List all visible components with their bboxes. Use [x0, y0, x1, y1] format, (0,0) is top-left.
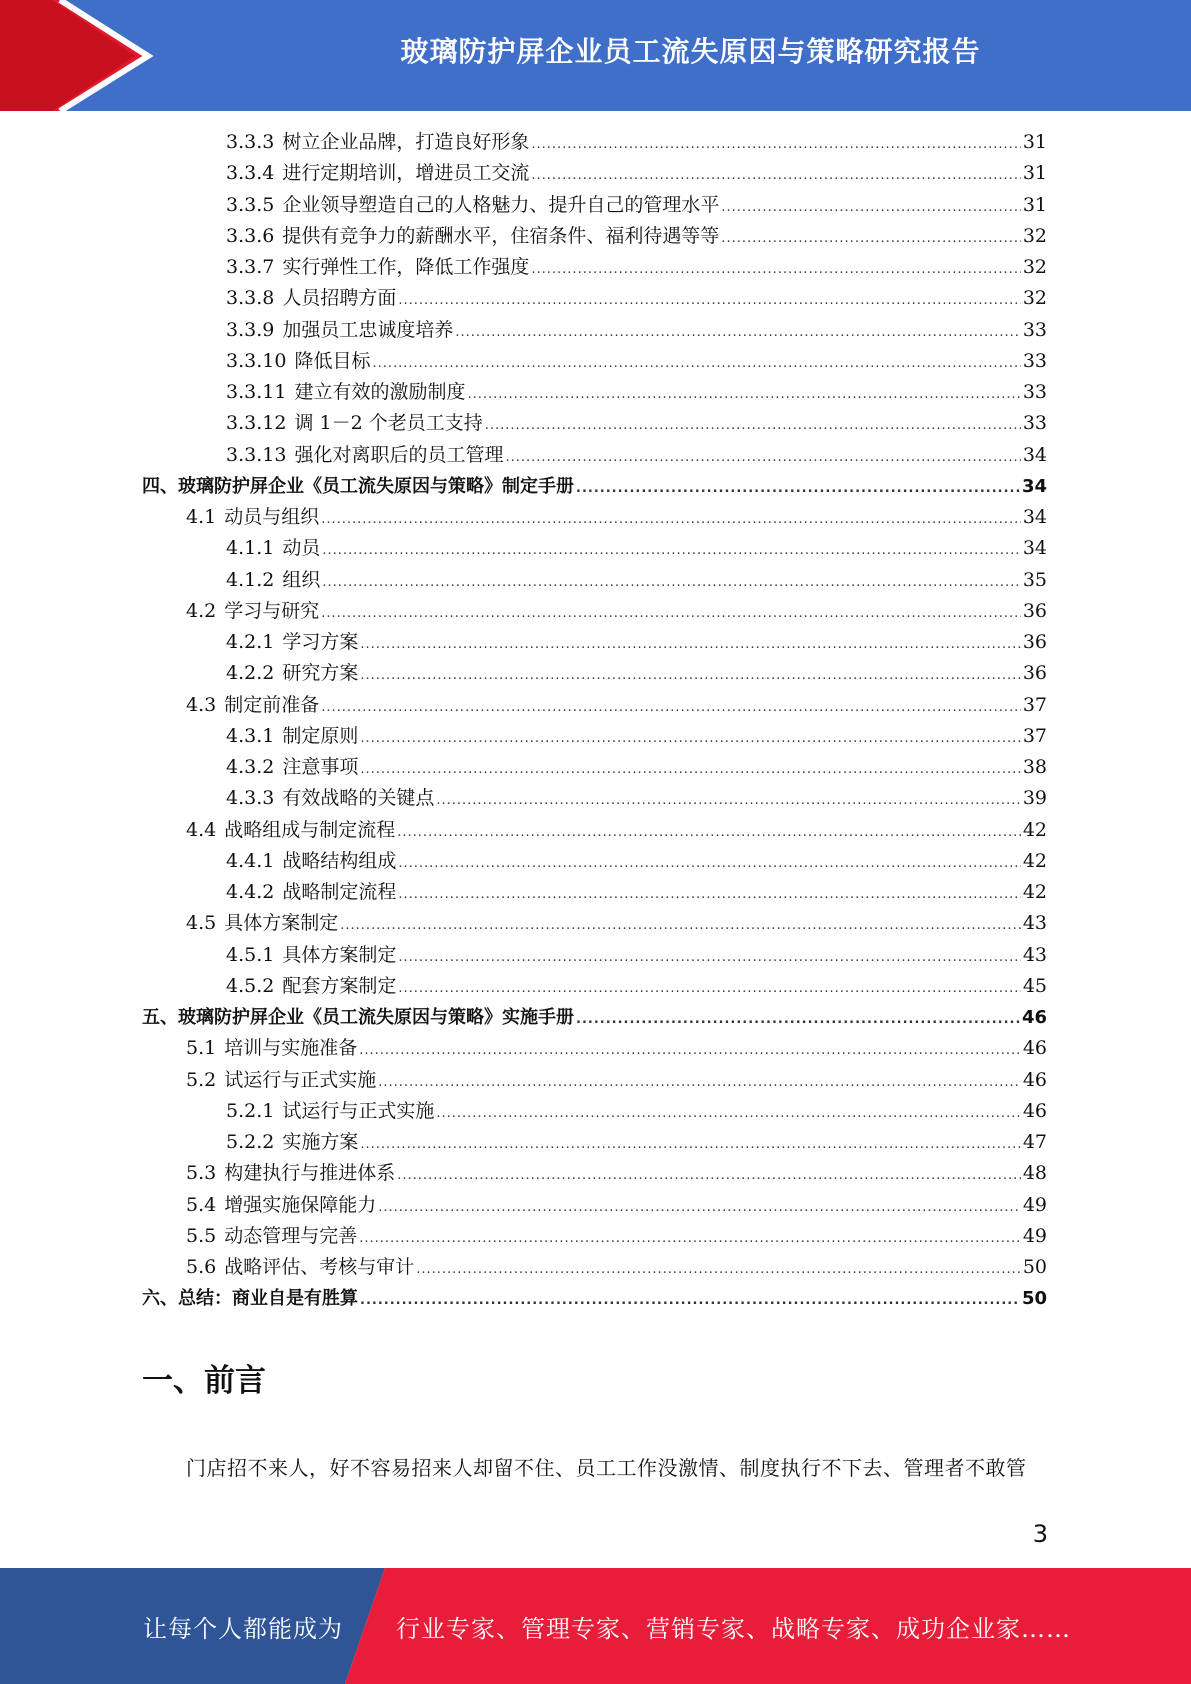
toc-entry-title: 战略结构组成 [282, 849, 397, 872]
toc-entry-number: 4.1.2 [226, 568, 275, 591]
toc-dot-leader [398, 285, 1020, 316]
toc-entry[interactable] [186, 690, 1047, 721]
toc-entry-page: 50 [1021, 1288, 1047, 1310]
toc-dot-leader [576, 473, 1020, 504]
toc-entry-title: 动员 [282, 537, 321, 560]
toc-entry-number: 5.2 [186, 1068, 217, 1091]
toc-dot-leader [531, 160, 1020, 191]
toc-dot-leader [455, 317, 1020, 348]
toc-entry[interactable] [186, 1221, 1047, 1252]
toc-entry-page: 32 [1022, 287, 1047, 310]
toc-entry[interactable] [142, 471, 1047, 502]
toc-entry-title: 建立有效的激励制度 [294, 381, 466, 403]
toc-entry-page: 39 [1022, 787, 1047, 810]
toc-entry-title: 研究方案 [282, 662, 359, 685]
toc-entry-page: 42 [1022, 849, 1047, 872]
toc-entry-page: 48 [1022, 1162, 1047, 1185]
toc-entry-title: 战略组成与制定流程 [224, 818, 396, 841]
toc-entry-title: 培训与实施准备 [224, 1037, 358, 1060]
toc-entry-number: 5.2.2 [226, 1131, 275, 1153]
toc-entry[interactable] [186, 596, 1047, 627]
toc-entry-title: 进行定期培训，增进员工交流 [282, 162, 530, 185]
toc-entry[interactable] [226, 940, 1047, 971]
toc-entry-page: 31 [1022, 193, 1047, 216]
toc-entry-page: 36 [1022, 631, 1047, 653]
toc-dot-leader [467, 379, 1020, 410]
toc-entry[interactable] [226, 283, 1047, 314]
toc-dot-leader [378, 1067, 1021, 1098]
toc-entry-number: 4.4 [186, 818, 217, 841]
toc-entry-number: 5.2.1 [226, 1099, 275, 1122]
toc-entry-page: 34 [1022, 506, 1047, 528]
toc-entry-page: 35 [1022, 568, 1047, 591]
toc-entry-number: 3.3.13 [226, 443, 287, 466]
toc-entry-page: 34 [1021, 475, 1047, 497]
toc-entry-page: 43 [1022, 912, 1047, 935]
toc-entry-title: 配套方案制定 [282, 974, 397, 997]
toc-dot-leader [321, 692, 1021, 723]
toc-entry-page: 46 [1021, 1007, 1047, 1028]
toc-entry-number: 3.3.11 [226, 381, 287, 403]
page-number: 3 [1032, 1520, 1048, 1548]
toc-dot-leader [576, 1004, 1020, 1035]
toc-entry-title: 实行弹性工作，降低工作强度 [282, 256, 530, 278]
toc-entry-number: 5.5 [186, 1224, 217, 1247]
toc-entry[interactable] [186, 1065, 1047, 1096]
toc-dot-leader [721, 192, 1020, 223]
toc-entry[interactable] [186, 1033, 1047, 1064]
toc-entry[interactable] [226, 971, 1047, 1002]
toc-entry[interactable] [226, 565, 1047, 596]
toc-entry-number: 3.3.10 [226, 349, 287, 372]
toc-dot-leader [360, 629, 1020, 660]
toc-entry-number: 3.3.8 [226, 287, 275, 310]
toc-dot-leader [360, 660, 1020, 691]
toc-entry-page: 36 [1022, 662, 1047, 685]
toc-entry-title: 制定原则 [282, 724, 359, 747]
toc-dot-leader [398, 942, 1020, 973]
toc-entry[interactable] [186, 1158, 1047, 1189]
toc-entry[interactable] [186, 908, 1047, 939]
toc-entry[interactable] [142, 1283, 1047, 1314]
toc-entry-number: 4.3.1 [226, 724, 275, 747]
toc-entry-number: 5.3 [186, 1162, 217, 1185]
toc-entry-number: 3.3.7 [226, 256, 275, 278]
toc-entry-title: 动员与组织 [224, 506, 320, 528]
toc-dot-leader [485, 410, 1021, 441]
toc-entry-number: 3.3.9 [226, 318, 275, 341]
toc-entry-title: 制定前准备 [224, 693, 320, 716]
toc-dot-leader [360, 754, 1020, 785]
toc-entry[interactable] [226, 1096, 1047, 1127]
toc-entry-number: 4.3.2 [226, 756, 275, 778]
toc-entry-number: 4.2.2 [226, 662, 275, 685]
toc-dot-leader [436, 1098, 1020, 1129]
toc-entry-number: 3.3.12 [226, 412, 287, 435]
toc-entry[interactable] [226, 846, 1047, 877]
toc-entry-title: 注意事项 [282, 756, 359, 778]
toc-entry-page: 46 [1022, 1037, 1047, 1060]
toc-entry-number: 3.3.3 [226, 131, 275, 153]
toc-dot-leader [322, 567, 1020, 598]
toc-entry[interactable] [226, 721, 1047, 752]
toc-entry[interactable] [226, 127, 1047, 158]
section-heading: 一、前言 [142, 1363, 266, 1399]
toc-dot-leader [340, 910, 1021, 941]
toc-entry-page: 42 [1022, 881, 1047, 903]
toc-entry-page: 38 [1022, 756, 1047, 778]
toc-entry-number: 4.4.1 [226, 849, 275, 872]
toc-entry-page: 45 [1022, 974, 1047, 997]
toc-entry-title: 具体方案制定 [224, 912, 339, 935]
toc-dot-leader [398, 848, 1020, 879]
toc-dot-leader [359, 1223, 1021, 1254]
toc-entry-title: 试运行与正式实施 [282, 1099, 435, 1122]
toc-entry-page: 32 [1022, 224, 1047, 247]
toc-entry-number: 5.1 [186, 1037, 217, 1060]
toc-dot-leader [436, 785, 1020, 816]
toc-entry-title: 战略制定流程 [282, 881, 397, 903]
toc-dot-leader [416, 1254, 1021, 1285]
toc-entry-title: 降低目标 [294, 349, 371, 372]
toc-dot-leader [398, 879, 1020, 910]
toc-entry-page: 33 [1022, 381, 1047, 403]
toc-entry-page: 37 [1022, 693, 1047, 716]
toc-dot-leader [398, 973, 1020, 1004]
toc-entry-page: 33 [1022, 318, 1047, 341]
toc-entry-page: 33 [1022, 349, 1047, 372]
toc-entry[interactable] [186, 1190, 1047, 1221]
header-banner [0, 0, 1191, 111]
toc-entry[interactable] [226, 533, 1047, 564]
toc-dot-leader [359, 1035, 1021, 1066]
toc-entry[interactable] [226, 252, 1047, 283]
toc-entry-title: 调 1－2 个老员工支持 [294, 412, 483, 435]
toc-dot-leader [321, 598, 1021, 629]
toc-entry-number: 4.5.1 [226, 943, 275, 966]
toc-entry-number: 4.1.1 [226, 537, 275, 560]
toc-entry[interactable] [186, 502, 1047, 533]
toc-entry-number: 3.3.4 [226, 162, 275, 185]
report-title: 玻璃防护屏企业员工流失原因与策略研究报告 [400, 35, 981, 68]
toc-entry[interactable] [226, 190, 1047, 221]
toc-entry-page: 50 [1022, 1256, 1047, 1278]
toc-entry-title: 有效战略的关键点 [282, 787, 435, 810]
toc-entry-title: 六、总结：商业自是有胜算 [142, 1288, 358, 1310]
toc-entry-title: 学习与研究 [224, 599, 320, 622]
toc-entry-page: 47 [1022, 1131, 1047, 1153]
toc-entry[interactable] [226, 377, 1047, 408]
toc-entry-page: 31 [1022, 162, 1047, 185]
toc-entry[interactable] [226, 1127, 1047, 1158]
toc-entry-page: 42 [1022, 818, 1047, 841]
toc-entry-page: 49 [1022, 1224, 1047, 1247]
toc-entry-number: 4.1 [186, 506, 217, 528]
toc-entry-page: 46 [1022, 1099, 1047, 1122]
toc-dot-leader [360, 1285, 1020, 1316]
toc-entry-title: 企业领导塑造自己的人格魅力、提升自己的管理水平 [282, 193, 720, 216]
toc-entry[interactable] [226, 408, 1047, 439]
toc-entry[interactable] [226, 627, 1047, 658]
toc-entry-number: 3.3.5 [226, 193, 275, 216]
body-paragraph: 门店招不来人，好不容易招来人却留不住、员工工作没激情、制度执行不下去、管理者不敢管 [186, 1456, 1027, 1480]
toc-entry-number: 3.3.6 [226, 224, 275, 247]
toc-entry-title: 战略评估、考核与审计 [224, 1256, 415, 1278]
toc-entry-page: 33 [1022, 412, 1047, 435]
footer-slogan-right: 行业专家、管理专家、营销专家、战略专家、成功企业家…… [396, 1614, 1071, 1643]
toc-entry-page: 43 [1022, 943, 1047, 966]
toc-dot-leader [531, 129, 1020, 160]
toc-entry-number: 4.5 [186, 912, 217, 935]
toc-dot-leader [505, 442, 1020, 473]
toc-entry-number: 4.3.3 [226, 787, 275, 810]
toc-entry-page: 31 [1022, 131, 1047, 153]
toc-entry[interactable] [226, 658, 1047, 689]
toc-entry-title: 动态管理与完善 [224, 1224, 358, 1247]
toc-entry-number: 4.2 [186, 599, 217, 622]
toc-entry-title: 具体方案制定 [282, 943, 397, 966]
toc-entry-title: 人员招聘方面 [282, 287, 397, 310]
toc-entry[interactable] [186, 1252, 1047, 1283]
toc-entry[interactable] [226, 158, 1047, 189]
toc-entry[interactable] [226, 877, 1047, 908]
toc-dot-leader [360, 1129, 1020, 1160]
toc-entry-title: 试运行与正式实施 [224, 1068, 377, 1091]
toc-entry[interactable] [226, 346, 1047, 377]
toc-dot-leader [322, 535, 1020, 566]
toc-entry-page: 37 [1022, 724, 1047, 747]
toc-entry[interactable] [226, 221, 1047, 252]
footer-banner [0, 1568, 1191, 1684]
toc-entry[interactable] [226, 752, 1047, 783]
toc-entry-title: 增强实施保障能力 [224, 1193, 377, 1216]
toc-dot-leader [397, 817, 1021, 848]
toc-entry-page: 34 [1022, 443, 1047, 466]
toc-entry-number: 4.2.1 [226, 631, 275, 653]
toc-entry-page: 36 [1022, 599, 1047, 622]
toc-entry-title: 四、玻璃防护屏企业《员工流失原因与策略》制定手册 [142, 475, 574, 497]
toc-entry-page: 49 [1022, 1193, 1047, 1216]
toc-entry-title: 实施方案 [282, 1131, 359, 1153]
toc-dot-leader [378, 1192, 1021, 1223]
toc-dot-leader [721, 223, 1020, 254]
toc-entry-title: 树立企业品牌，打造良好形象 [282, 131, 530, 153]
toc-entry[interactable] [226, 440, 1047, 471]
toc-entry-page: 46 [1022, 1068, 1047, 1091]
toc-dot-leader [360, 723, 1020, 754]
toc-dot-leader [372, 348, 1020, 379]
toc-entry-title: 构建执行与推进体系 [224, 1162, 396, 1185]
toc-entry-title: 学习方案 [282, 631, 359, 653]
toc-entry[interactable] [226, 783, 1047, 814]
toc-entry[interactable] [142, 1002, 1047, 1033]
toc-dot-leader [531, 254, 1020, 285]
toc-entry-title: 加强员工忠诚度培养 [282, 318, 454, 341]
footer-slogan-left: 让每个人都能成为 [143, 1614, 343, 1643]
toc-entry-page: 34 [1022, 537, 1047, 560]
toc-dot-leader [321, 504, 1021, 535]
toc-entry-number: 4.5.2 [226, 974, 275, 997]
toc-entry[interactable] [186, 815, 1047, 846]
toc-entry-title: 组织 [282, 568, 321, 591]
toc-entry-title: 提供有竞争力的薪酬水平，住宿条件、福利待遇等等 [282, 224, 720, 247]
toc-entry-number: 5.6 [186, 1256, 217, 1278]
toc-entry-number: 4.4.2 [226, 881, 275, 903]
toc-entry[interactable] [226, 315, 1047, 346]
toc-entry-title: 强化对离职后的员工管理 [294, 443, 504, 466]
toc-entry-title: 五、玻璃防护屏企业《员工流失原因与策略》实施手册 [142, 1007, 574, 1028]
toc-entry-page: 32 [1022, 256, 1047, 278]
toc-entry-number: 5.4 [186, 1193, 217, 1216]
toc-entry-number: 4.3 [186, 693, 217, 716]
toc-dot-leader [397, 1160, 1021, 1191]
